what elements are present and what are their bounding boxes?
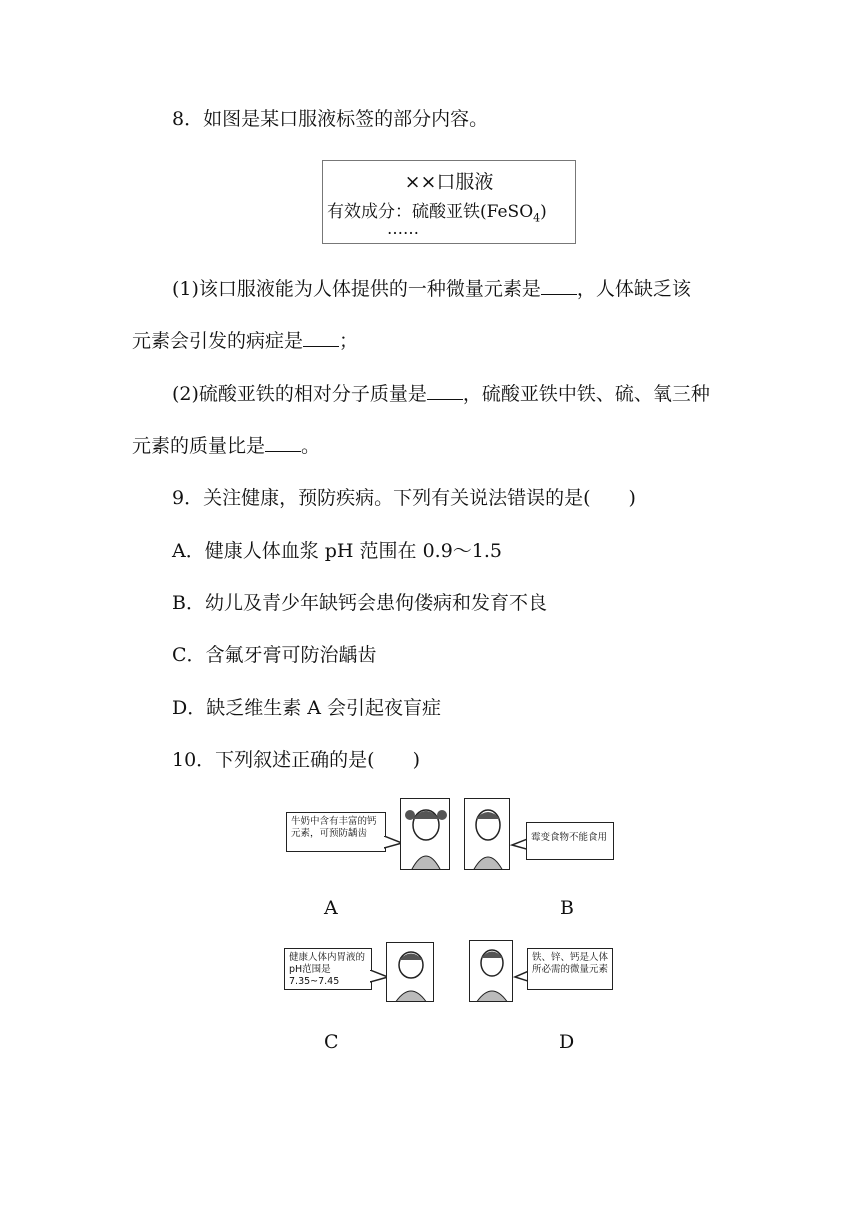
kid-illustration [386,942,434,1002]
q8-part2-line1: (2)硫酸亚铁的相对分子质量是 ，硫酸亚铁中铁、硫、氧三种 [172,383,710,405]
q8-stem: 8．如图是某口服液标签的部分内容。 [172,108,489,130]
label-ellipsis: …… [387,219,419,238]
speech-bubble: 健康人体内胃液的pH范围是7.35~7.45 [284,948,372,990]
answer-blank[interactable] [303,328,339,347]
cartoon-panel-b[interactable] [464,798,614,870]
q8-part1-line2: 元素会引发的病症是 ； [132,330,359,352]
q9-stem: 9．关注健康，预防疾病。下列有关说法错误的是( ) [172,487,636,509]
answer-blank[interactable] [265,433,301,452]
panel-label-b: B [560,897,574,919]
cartoon-panel-d[interactable] [469,940,613,1002]
answer-blank[interactable] [427,381,463,400]
cartoon-panel-a[interactable] [286,798,450,870]
q9-option-c[interactable]: C．含氟牙膏可防治龋齿 [172,644,377,666]
q10-stem: 10．下列叙述正确的是( ) [172,749,421,771]
cartoon-panel-c[interactable] [284,942,434,1002]
q9-option-b[interactable]: B．幼儿及青少年缺钙会患佝偻病和发育不良 [172,592,547,614]
q9-option-a[interactable]: A．健康人体血浆 pH 范围在 0.9～1.5 [172,540,503,562]
girl-illustration [400,798,450,870]
oral-liquid-label [322,160,576,244]
q8-part1-line1: (1)该口服液能为人体提供的一种微量元素是 ，人体缺乏该 [172,278,691,300]
q8-part2-line2: 元素的质量比是 。 [132,435,321,457]
speech-bubble: 牛奶中含有丰富的钙元素，可预防龋齿 [286,812,386,852]
panel-label-d: D [559,1031,575,1053]
q9-option-d[interactable]: D．缺乏维生素 A 会引起夜盲症 [172,697,442,719]
label-ingredient: 有效成分：硫酸亚铁(FeSO$_4$) [327,202,547,225]
panel-label-c: C [324,1031,339,1053]
boy-illustration [469,940,513,1002]
label-title: ××口服液 [404,171,494,193]
panel-label-a: A [324,897,338,919]
speech-bubble: 铁、锌、钙是人体所必需的微量元素 [527,948,613,990]
answer-blank[interactable] [541,276,577,295]
speech-bubble: 霉变食物不能食用 [526,822,614,860]
boy-illustration [464,798,510,870]
